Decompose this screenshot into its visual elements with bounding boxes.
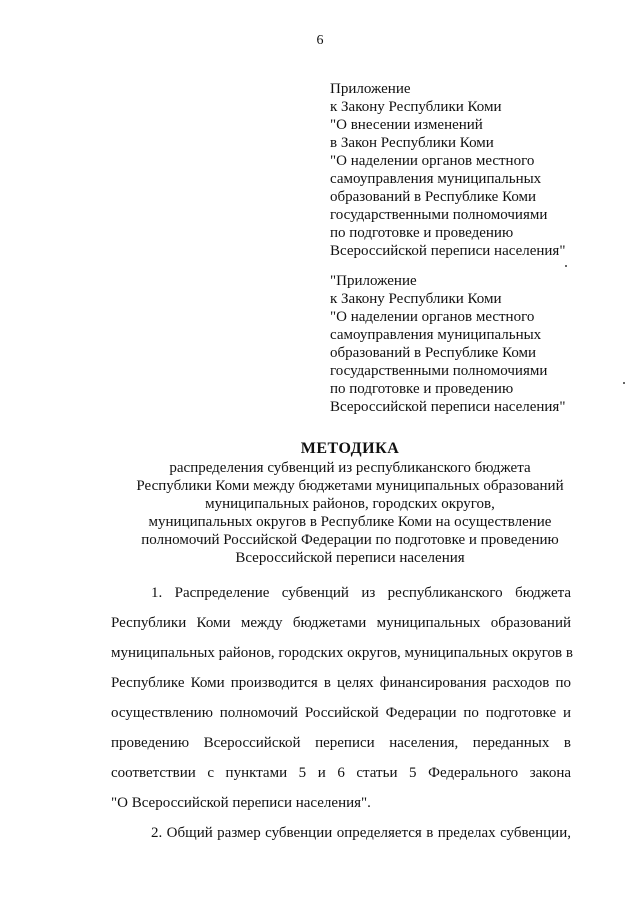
appendix-line: "О внесении изменений: [330, 117, 483, 133]
subtitle-line: распределения субвенций из республиканского бюджета: [169, 460, 531, 476]
appendix-header-amending-law: [330, 80, 630, 260]
subtitle-line: Республики Коми между бюджетами муниципальных образований: [136, 478, 564, 494]
appendix-line: государственными полномочиями: [330, 207, 548, 223]
subtitle-line: полномочий Российской Федерации по подготовке и проведению: [141, 532, 559, 548]
page-number: 6: [316, 33, 324, 48]
appendix-line: Приложение: [330, 81, 411, 97]
body-paragraph-line: проведению Всероссийской переписи населения, переданных в: [111, 735, 571, 751]
appendix-header-new-wording: [330, 272, 630, 416]
body-paragraph-line: 1. Распределение субвенций из республиканского бюджета: [151, 585, 571, 601]
document-subtitle: [0, 459, 640, 567]
appendix-line: к Закону Республики Коми: [330, 99, 502, 115]
scan-speck: [623, 382, 625, 384]
subtitle-line: муниципальных районов, городских округов,: [205, 496, 495, 512]
document-title: МЕТОДИКА: [300, 440, 400, 457]
appendix-line: самоуправления муниципальных: [330, 171, 542, 187]
appendix-line: к Закону Республики Коми: [330, 291, 502, 307]
body-paragraph-line: 2. Общий размер субвенции определяется в пределах субвенции,: [151, 825, 571, 841]
appendix-line: образований в Республике Коми: [330, 345, 537, 361]
subtitle-line: муниципальных округов в Республике Коми на осуществление: [148, 514, 552, 530]
appendix-line: по подготовке и проведению: [330, 225, 514, 241]
scan-speck: [565, 265, 567, 267]
body-paragraph-line: муниципальных районов, городских округов, муниципальных округов в: [111, 645, 573, 661]
appendix-line: "Приложение: [330, 273, 417, 289]
body-paragraph-line: Республике Коми производится в целях финансирования расходов по: [111, 675, 571, 691]
body-paragraph-line: осуществлению полномочий Российской Федерации по подготовке и: [111, 705, 571, 721]
appendix-line: в Закон Республики Коми: [330, 135, 494, 151]
document-body: [111, 578, 571, 848]
subtitle-line: Всероссийской переписи населения: [235, 550, 465, 566]
appendix-line: самоуправления муниципальных: [330, 327, 542, 343]
appendix-line: государственными полномочиями: [330, 363, 548, 379]
appendix-line: по подготовке и проведению: [330, 381, 514, 397]
appendix-line: Всероссийской переписи населения": [330, 399, 566, 415]
body-paragraph-line: Республики Коми между бюджетами муниципальных образований: [111, 615, 571, 631]
body-paragraph-line: соответствии с пунктами 5 и 6 статьи 5 Федерального закона: [111, 765, 571, 781]
appendix-line: Всероссийской переписи населения": [330, 243, 566, 259]
appendix-line: "О наделении органов местного: [330, 153, 535, 169]
appendix-line: образований в Республике Коми: [330, 189, 537, 205]
appendix-line: "О наделении органов местного: [330, 309, 535, 325]
body-paragraph-line: "О Всероссийской переписи населения".: [111, 795, 371, 811]
